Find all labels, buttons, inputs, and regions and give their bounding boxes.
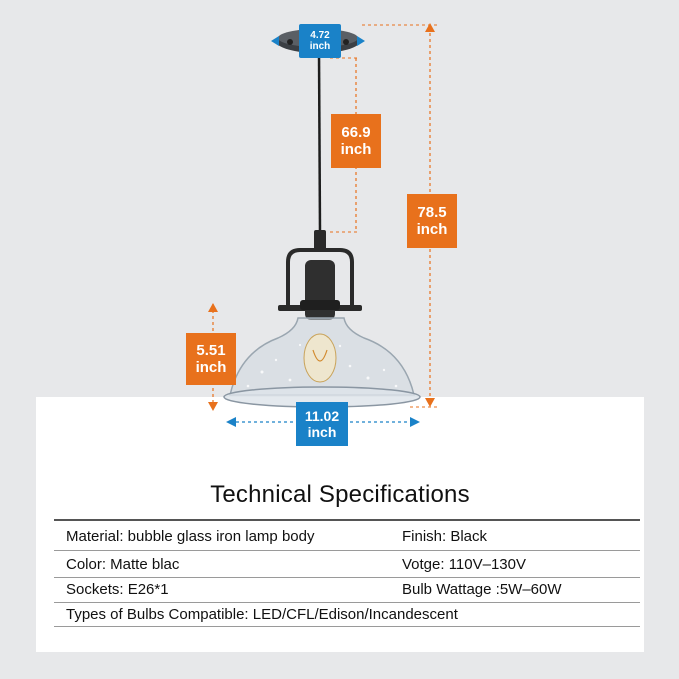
shade-width-badge (296, 402, 348, 446)
arrow-right-icon (410, 417, 420, 427)
spec-color: Color: Matte blac (66, 556, 180, 573)
arrow-down-icon (425, 398, 435, 407)
overall-height-unit: inch (416, 221, 448, 238)
arrow-left-icon (226, 417, 236, 427)
canopy-value: 4.72 (310, 29, 330, 41)
arrow-down-icon (208, 402, 218, 411)
socket-ring (300, 300, 340, 310)
canopy-screw-right (343, 39, 349, 45)
table-top-rule (54, 519, 640, 521)
table-bottom-rule (54, 626, 640, 627)
arrow-left-icon (271, 36, 279, 46)
cord-length-badge (331, 114, 381, 168)
overall-height-badge (407, 194, 457, 248)
shade-width-value: 11.02 (304, 407, 340, 424)
power-cord (319, 52, 320, 232)
shade-height-unit: inch (195, 359, 227, 376)
shade-height-badge (186, 333, 236, 385)
arrow-right-icon (357, 36, 365, 46)
cord-length-unit: inch (340, 141, 372, 158)
cord-length-value: 66.9 (341, 123, 371, 141)
spec-finish: Finish: Black (402, 528, 488, 545)
table-row-divider (54, 550, 640, 551)
arrow-up-icon (425, 23, 435, 32)
spec-voltage: Votge: 110V–130V (402, 556, 526, 573)
spec-bulb-wattage: Bulb Wattage :5W–60W (402, 581, 562, 598)
edison-bulb (304, 334, 336, 382)
spec-title: Technical Specifications (210, 481, 470, 508)
canopy-dimension-badge (299, 24, 341, 58)
lamp-socket (305, 260, 335, 320)
canopy-screw-left (287, 39, 293, 45)
spec-bulbs-compatible: Types of Bulbs Compatible: LED/CFL/Edison/Incandescent (66, 606, 458, 623)
overall-height-value: 78.5 (417, 203, 447, 221)
spec-material: Material: bubble glass iron lamp body (66, 528, 315, 545)
shade-width-unit: inch (307, 424, 337, 440)
arrow-up-icon (208, 303, 218, 312)
spec-sockets: Sockets: E26*1 (66, 581, 169, 598)
table-row-divider (54, 577, 640, 578)
shade-height-value: 5.51 (196, 341, 226, 359)
table-row-divider (54, 602, 640, 603)
canopy-unit: inch (309, 41, 331, 52)
